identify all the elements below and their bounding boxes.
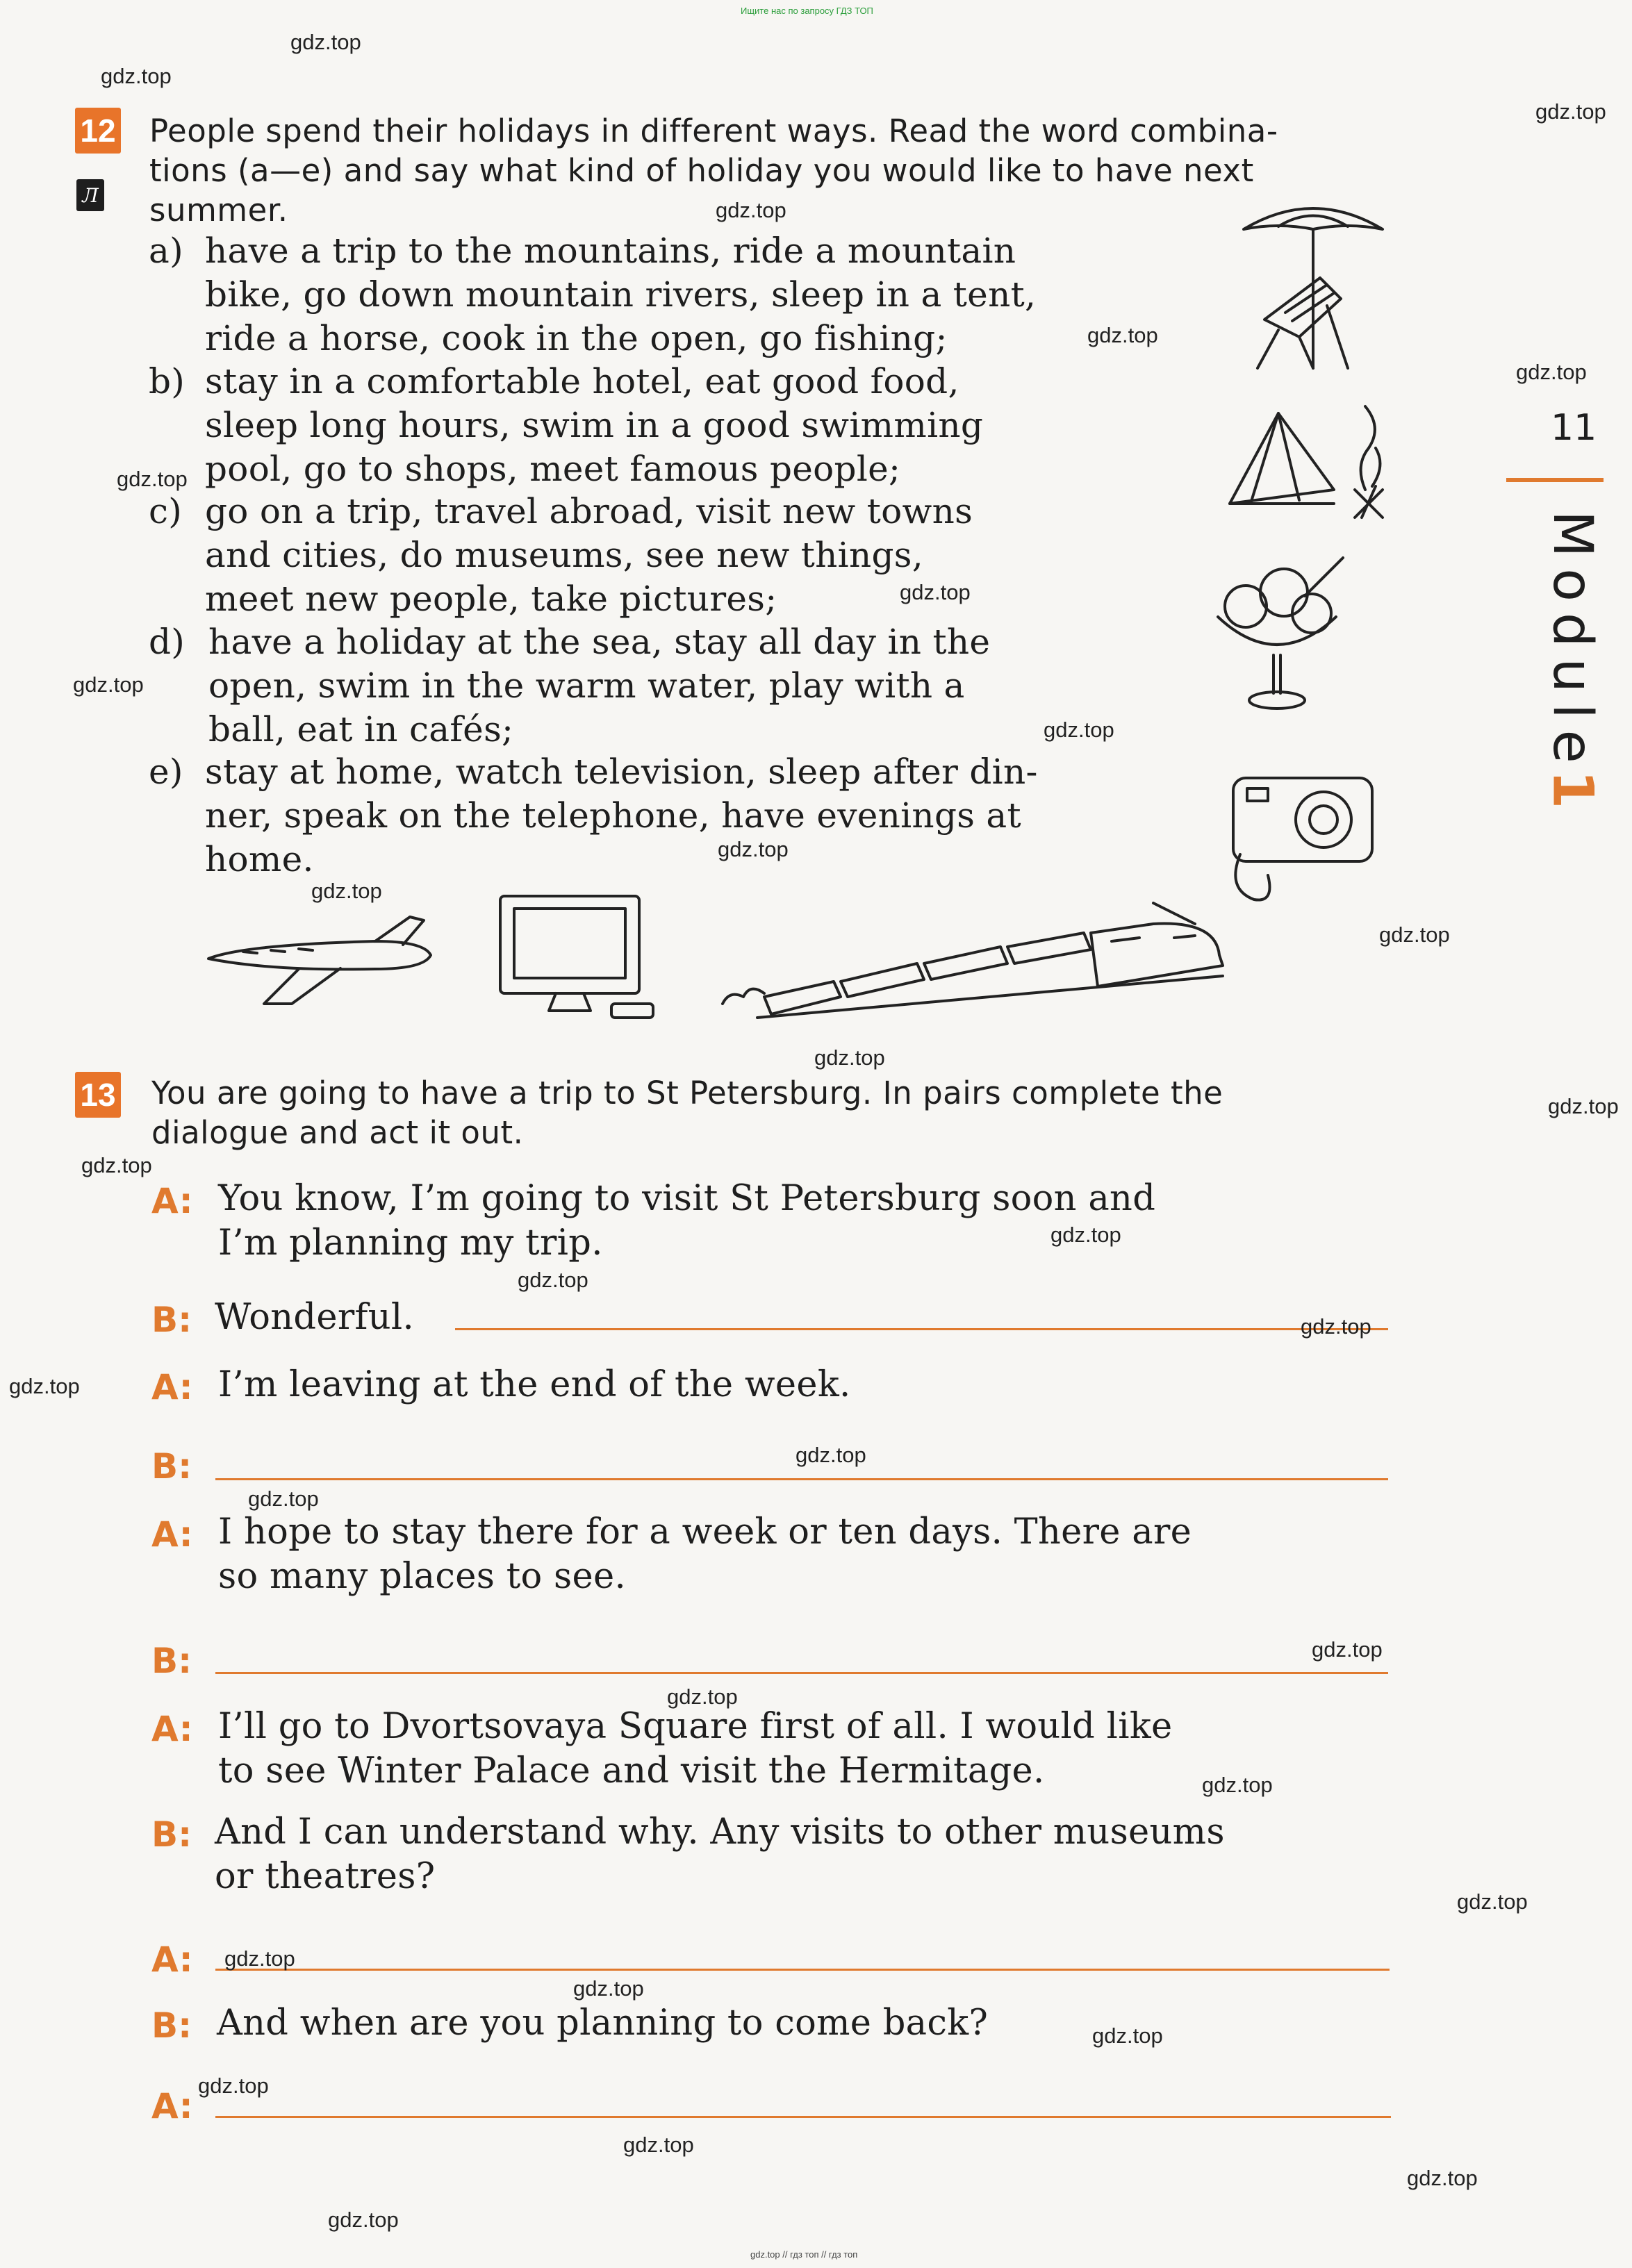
option-line: bike, go down mountain rivers, sleep in a tent, bbox=[205, 274, 1037, 315]
module-number: 1 bbox=[1540, 770, 1606, 809]
exercise-13-instruction bbox=[151, 1073, 1223, 1152]
dialogue-text: And I can understand why. Any visits to other museums bbox=[215, 1812, 1225, 1853]
option-b-letter: b) bbox=[149, 361, 186, 402]
ice-cream-icon bbox=[1207, 554, 1346, 714]
instruction-line: You are going to have a trip to St Petersburg. In pairs complete the bbox=[151, 1075, 1223, 1111]
exercise-12-instruction bbox=[149, 111, 1278, 230]
option-c-text bbox=[205, 490, 973, 621]
option-c-letter: c) bbox=[149, 491, 183, 531]
dialogue-line bbox=[215, 1810, 1225, 1899]
speaker-label: B: bbox=[151, 1446, 192, 1487]
watermark: gdz.top bbox=[573, 1976, 644, 2001]
answer-line[interactable] bbox=[215, 1672, 1388, 1674]
watermark: gdz.top bbox=[796, 1443, 866, 1467]
option-line: go on a trip, travel abroad, visit new towns bbox=[205, 491, 973, 531]
dialogue-text: to see Winter Palace and visit the Hermitage. bbox=[218, 1750, 1045, 1791]
speaker-label: A: bbox=[151, 1367, 193, 1407]
option-d-letter: d) bbox=[149, 622, 186, 662]
watermark: gdz.top bbox=[1202, 1773, 1273, 1797]
option-line: pool, go to shops, meet famous people; bbox=[205, 449, 901, 489]
watermark: gdz.top bbox=[1548, 1094, 1619, 1118]
instruction-line: tions (a—e) and say what kind of holiday you would like to have next bbox=[149, 152, 1254, 189]
watermark: gdz.top bbox=[198, 2074, 269, 2098]
option-line: and cities, do museums, see new things, bbox=[205, 535, 923, 575]
dialogue-line bbox=[218, 1510, 1192, 1599]
tent-campfire-icon bbox=[1223, 399, 1390, 531]
speaker-label: A: bbox=[151, 1181, 193, 1221]
module-label: Module bbox=[1541, 511, 1604, 775]
watermark: gdz.top bbox=[1301, 1314, 1371, 1339]
answer-line[interactable] bbox=[455, 1328, 1388, 1330]
watermark: gdz.top bbox=[81, 1153, 152, 1177]
option-line: ball, eat in cafés; bbox=[208, 709, 514, 750]
answer-line[interactable] bbox=[215, 2116, 1391, 2118]
instruction-line: summer. bbox=[149, 192, 288, 229]
watermark: gdz.top bbox=[900, 580, 971, 604]
watermark: gdz.top bbox=[718, 837, 789, 861]
train-icon bbox=[709, 900, 1223, 1021]
dialogue-text: And when are you planning to come back? bbox=[217, 2003, 989, 2044]
watermark: gdz.top bbox=[1312, 1637, 1383, 1662]
instruction-line: dialogue and act it out. bbox=[151, 1114, 524, 1151]
watermark: gdz.top bbox=[248, 1487, 319, 1511]
option-line: meet new people, take pictures; bbox=[205, 579, 777, 619]
option-d-text bbox=[208, 620, 990, 752]
watermark: gdz.top bbox=[1044, 718, 1114, 742]
watermark: gdz.top bbox=[1092, 2023, 1163, 2048]
watermark: gdz.top bbox=[9, 1374, 80, 1398]
watermark: gdz.top bbox=[1407, 2166, 1478, 2190]
option-a-letter: a) bbox=[149, 231, 183, 271]
bottom-note: gdz.top // гдз топ // гдз топ bbox=[750, 2249, 858, 2260]
watermark: gdz.top bbox=[716, 198, 786, 222]
option-line: have a trip to the mountains, ride a mountain bbox=[205, 231, 1016, 271]
option-line: ride a horse, cook in the open, go fishing; bbox=[205, 318, 948, 358]
speaker-label: A: bbox=[151, 2086, 193, 2126]
audio-icon: Л bbox=[76, 179, 104, 211]
watermark: gdz.top bbox=[518, 1268, 588, 1292]
watermark: gdz.top bbox=[290, 30, 361, 54]
watermark: gdz.top bbox=[814, 1045, 885, 1070]
page-number: 11 bbox=[1551, 407, 1597, 449]
speaker-label: A: bbox=[151, 1709, 193, 1749]
watermark: gdz.top bbox=[1379, 922, 1450, 947]
airplane-icon bbox=[201, 917, 438, 1007]
beach-umbrella-icon bbox=[1237, 201, 1390, 375]
watermark: gdz.top bbox=[1087, 323, 1158, 347]
exercise-12-number: 12 bbox=[75, 108, 121, 154]
option-a-text bbox=[205, 229, 1036, 361]
speaker-label: A: bbox=[151, 1514, 193, 1555]
watermark: gdz.top bbox=[1457, 1889, 1528, 1914]
watermark: gdz.top bbox=[1050, 1223, 1121, 1247]
option-e-letter: e) bbox=[149, 752, 183, 792]
answer-line[interactable] bbox=[215, 1969, 1390, 1971]
speaker-label: B: bbox=[151, 2005, 192, 2046]
option-line: open, swim in the warm water, play with a bbox=[208, 665, 965, 706]
speaker-label: B: bbox=[151, 1300, 192, 1340]
watermark: gdz.top bbox=[117, 467, 188, 491]
exercise-13-number: 13 bbox=[75, 1072, 121, 1118]
option-line: have a holiday at the sea, stay all day in the bbox=[208, 622, 991, 662]
answer-line[interactable] bbox=[215, 1478, 1388, 1480]
watermark: gdz.top bbox=[101, 64, 172, 88]
speaker-label: A: bbox=[151, 1939, 193, 1980]
dialogue-text: or theatres? bbox=[215, 1856, 436, 1897]
option-line: ner, speak on the telephone, have evenings at bbox=[205, 795, 1021, 836]
option-b-text bbox=[205, 360, 983, 491]
dialogue-text: so many places to see. bbox=[218, 1556, 626, 1597]
top-note: Ищите нас по запросу ГДЗ ТОП bbox=[741, 6, 873, 16]
option-line: home. bbox=[205, 839, 314, 879]
option-line: stay at home, watch television, sleep after din- bbox=[205, 752, 1038, 792]
dialogue-line bbox=[218, 1705, 1173, 1794]
dialogue-text: I hope to stay there for a week or ten days. There are bbox=[218, 1512, 1192, 1553]
instruction-line: People spend their holidays in different ways. Read the word combina- bbox=[149, 113, 1278, 149]
watermark: gdz.top bbox=[1535, 99, 1606, 124]
television-icon bbox=[493, 889, 660, 1028]
dialogue-text: I’ll go to Dvortsovaya Square first of all. I would like bbox=[218, 1706, 1173, 1747]
dialogue-text: Wonderful. bbox=[215, 1297, 414, 1338]
dialogue-text: I’m planning my trip. bbox=[218, 1223, 603, 1264]
option-e-text bbox=[205, 750, 1038, 881]
option-line: stay in a comfortable hotel, eat good food, bbox=[205, 361, 959, 402]
watermark: gdz.top bbox=[328, 2208, 399, 2232]
watermark: gdz.top bbox=[224, 1946, 295, 1971]
speaker-label: B: bbox=[151, 1814, 192, 1855]
dialogue-text: I’m leaving at the end of the week. bbox=[218, 1364, 851, 1405]
dialogue-text: You know, I’m going to visit St Petersburg soon and bbox=[218, 1178, 1156, 1219]
watermark: gdz.top bbox=[667, 1685, 738, 1709]
watermark: gdz.top bbox=[623, 2133, 694, 2157]
watermark: gdz.top bbox=[311, 879, 382, 903]
watermark: gdz.top bbox=[73, 672, 144, 697]
camera-icon bbox=[1219, 764, 1386, 903]
speaker-label: B: bbox=[151, 1641, 192, 1681]
watermark: gdz.top bbox=[1516, 360, 1587, 384]
option-line: sleep long hours, swim in a good swimming bbox=[205, 405, 984, 445]
dialogue-line bbox=[218, 1177, 1155, 1266]
module-divider bbox=[1506, 478, 1604, 482]
